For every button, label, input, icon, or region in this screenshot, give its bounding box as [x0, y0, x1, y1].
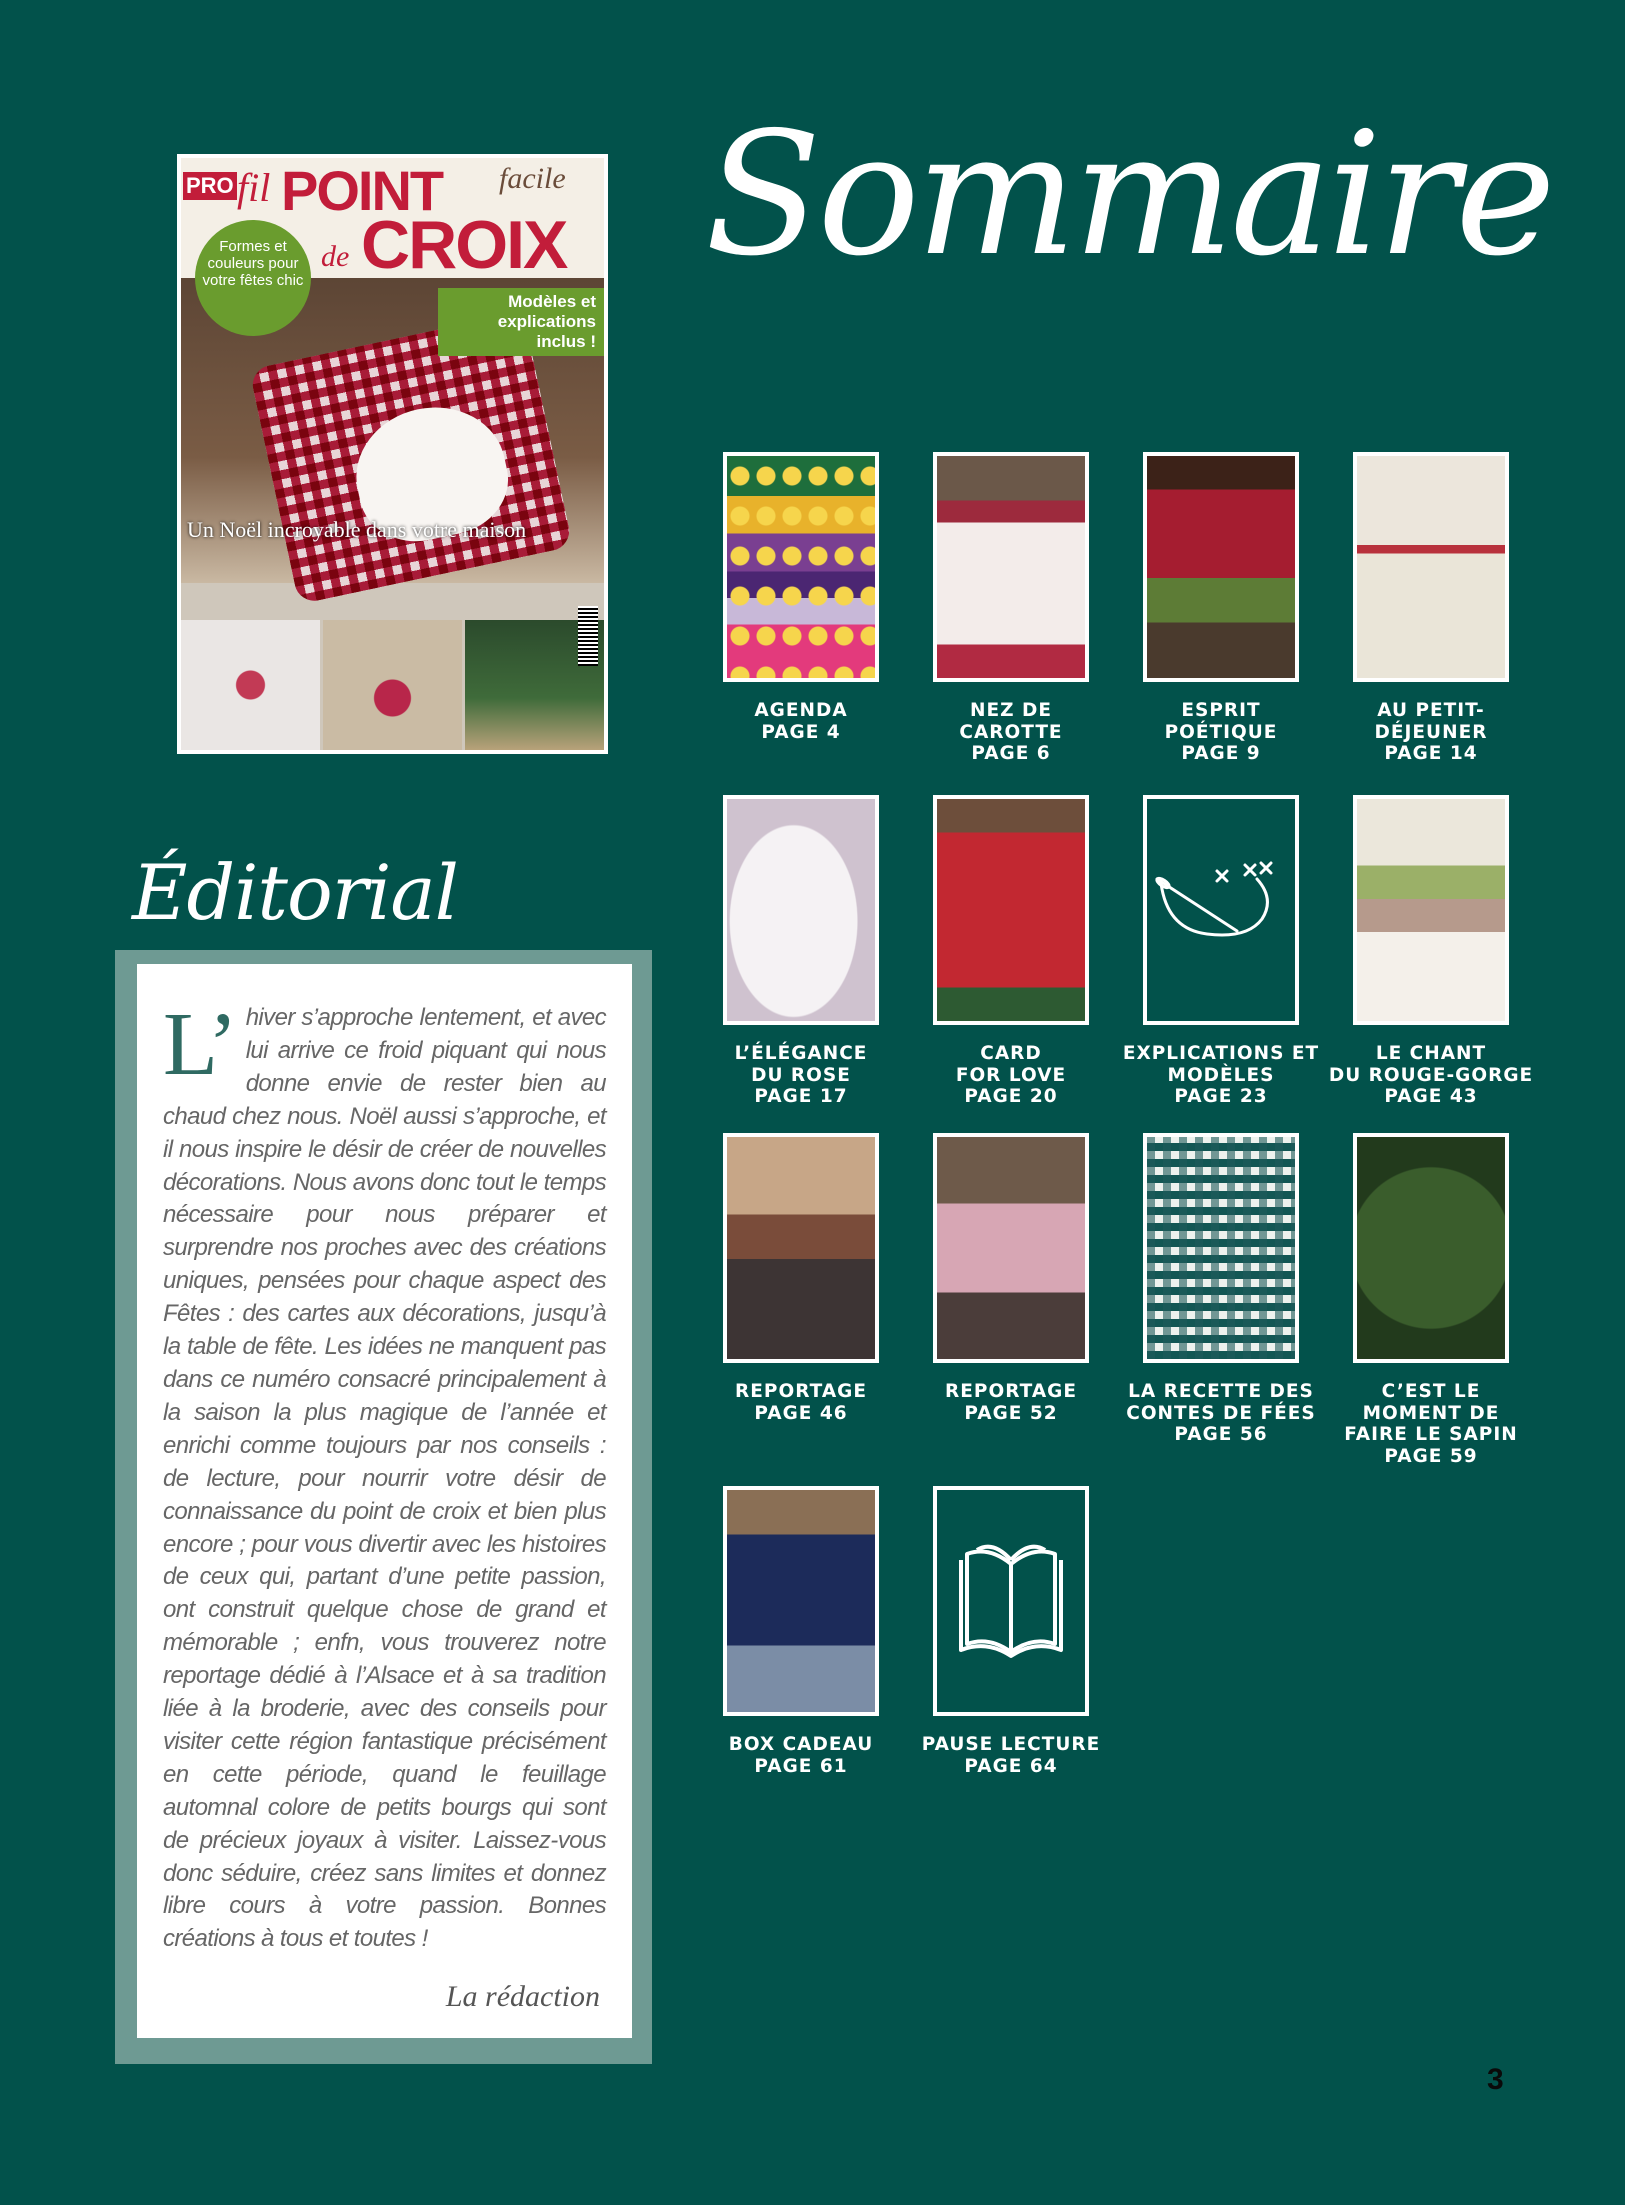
cover-croix: CROIX: [361, 207, 567, 283]
cover-artwork: [181, 158, 604, 750]
three-women-thumbnail: [933, 1133, 1089, 1363]
toc-item-chant-rouge-gorge[interactable]: [1326, 795, 1536, 1108]
gift-box-thumbnail: [723, 1486, 879, 1716]
cover-thumbnails: [181, 620, 604, 750]
alsace-shop-sign-thumbnail: [723, 1133, 879, 1363]
cover-badge: Formes et couleurs pour votre fêtes chic: [195, 220, 311, 336]
toc-label: ESPRIT POÉTIQUE PAGE 9: [1164, 700, 1278, 764]
christmas-tree-thumbnail: [1353, 1133, 1509, 1363]
page-title: Sommaire: [705, 96, 1552, 294]
toc-label: AGENDA PAGE 4: [754, 700, 848, 743]
toc-label: CARD FOR LOVE PAGE 20: [955, 1043, 1067, 1107]
needle-cross-stitch-icon: [1143, 795, 1299, 1025]
toc-item-explications[interactable]: [1116, 795, 1326, 1108]
editorial-frame: [115, 950, 652, 2064]
open-book-icon: [933, 1486, 1089, 1716]
toc-label: L’ÉLÉGANCE DU ROSE PAGE 17: [734, 1043, 868, 1107]
toc-label: AU PETIT- DÉJEUNER PAGE 14: [1374, 700, 1488, 764]
toc-label: REPORTAGE PAGE 46: [735, 1381, 867, 1424]
toc-label: REPORTAGE PAGE 52: [945, 1381, 1077, 1424]
cover-thumb-santa: [181, 620, 320, 750]
cover-tagline: Un Noël incroyable dans votre maison: [187, 517, 527, 542]
toc-item-box-cadeau[interactable]: [696, 1486, 906, 1777]
toc-item-elegance-du-rose[interactable]: [696, 795, 906, 1108]
toc-item-reportage-52[interactable]: [906, 1133, 1116, 1424]
toc-label: PAUSE LECTURE PAGE 64: [921, 1734, 1101, 1777]
editorial-title: Éditorial: [132, 848, 458, 937]
snowman-apron-thumbnail: [933, 452, 1089, 682]
toc-item-card-for-love[interactable]: [906, 795, 1116, 1108]
toc-item-recette-contes[interactable]: [1116, 1133, 1326, 1446]
cover-de: de: [321, 240, 350, 273]
toc-label: LE CHANT DU ROUGE-GORGE PAGE 43: [1328, 1043, 1534, 1107]
breakfast-table-thumbnail: [1353, 452, 1509, 682]
poinsettia-plate-thumbnail: [723, 795, 879, 1025]
robin-embroidery-thumbnail: [1353, 795, 1509, 1025]
reindeer-card-thumbnail: [933, 795, 1089, 1025]
toc-item-esprit-poetique[interactable]: [1116, 452, 1326, 765]
editorial-drop-cap: L’: [163, 995, 236, 1094]
toc-item-faire-le-sapin[interactable]: [1326, 1133, 1536, 1467]
cover-pro: PRO: [183, 172, 237, 200]
barcode-icon: [578, 606, 598, 666]
cover-fil: fil: [237, 165, 271, 210]
needle-icon-graphic: [1147, 799, 1295, 1021]
toc-item-agenda[interactable]: [696, 452, 906, 743]
editorial-box: [137, 964, 632, 2038]
santa-embroidery-thumbnail: [1143, 452, 1299, 682]
editorial-text: hiver s’approche lentement, et avec lui arrive ce froid piquant qui nous donne envie de rester bien au chaud chez nous. Noël aussi s’approche, et il nous inspire le désir de créer de nouvelles décorations. Nous avons donc tout le temps nécessaire pour nous préparer et surprendre nos proches avec des créations uniques, pensées pour chaque aspect des Fêtes : des cartes aux décorations, jusqu’à la table de fête. Les idées ne manquent pas dans ce numéro consacré principalement à la saison la plus magique de l’année et enrichi comme toujours par nos conseils : de lecture, pour nourrir votre désir de connaissance du point de croix et bien plus encore ; pour vous divertir avec les histoires de ceux qui, partant d’une petite passion, ont construit quelque chose de grand et mémorable ; enfn, vous trouverez notre reportage dédié à l’Alsace et à sa tradition liée à la broderie, avec des conseils pour visiter cette région fantastique précisément en cette période, quand le feuillage automnal colore de petits bourgs qui sont de précieux joyaux à visiter. Laissez-vous donc séduire, créez sans limites et donnez libre cours à votre passion. Bonnes créations à tous et toutes !: [163, 1004, 606, 1953]
toc-item-nez-de-carotte[interactable]: [906, 452, 1116, 765]
toc-item-reportage-46[interactable]: [696, 1133, 906, 1424]
toc-item-pause-lecture[interactable]: [906, 1486, 1116, 1777]
toc-label: BOX CADEAU PAGE 61: [728, 1734, 874, 1777]
book-icon-graphic: [937, 1490, 1085, 1712]
thread-spools-thumbnail: [723, 452, 879, 682]
toc-label: C’EST LE MOMENT DE FAIRE LE SAPIN PAGE 59: [1344, 1381, 1518, 1467]
cover-facile: facile: [499, 162, 566, 195]
toc-label: NEZ DE CAROTTE PAGE 6: [959, 700, 1063, 764]
page-number: 3: [1487, 2063, 1504, 2096]
editorial-signature: La rédaction: [445, 1980, 600, 2013]
toc-item-petit-dejeuner[interactable]: [1326, 452, 1536, 765]
cover-point: POINT: [281, 159, 443, 222]
toc-label: LA RECETTE DES CONTES DE FÉES PAGE 56: [1126, 1381, 1316, 1445]
cover-thumb-poinsettia: [323, 620, 462, 750]
gingerbread-house-thumbnail: [1143, 1133, 1299, 1363]
cover-models-banner: Modèles et explications inclus !: [438, 288, 604, 356]
toc-label: EXPLICATIONS ET MODÈLES PAGE 23: [1122, 1043, 1320, 1107]
magazine-cover: [177, 154, 608, 754]
